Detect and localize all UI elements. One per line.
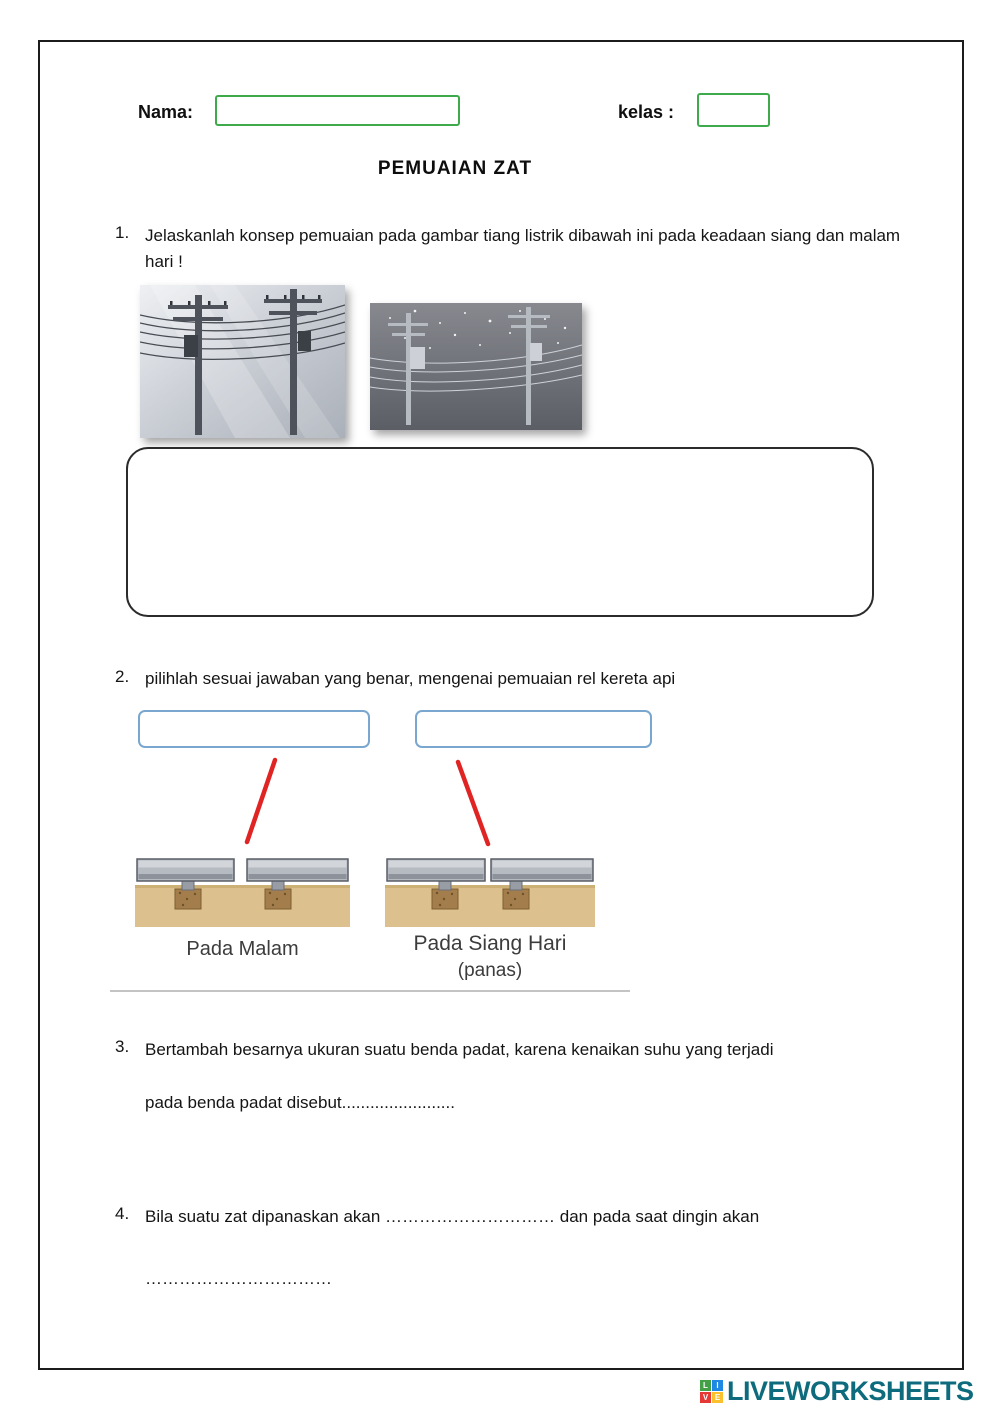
logo-letter-l: L — [700, 1380, 711, 1391]
q2-text: pilihlah sesuai jawaban yang benar, mengenai pemuaian rel kereta api — [145, 669, 676, 688]
rail-day-caption: Pada Siang Hari — [413, 932, 567, 955]
rail-night-caption: Pada Malam — [186, 938, 299, 960]
rail-night-image — [135, 855, 350, 927]
pole-night-image — [370, 303, 582, 430]
brand-text: LIVEWORKSHEETS — [727, 1376, 974, 1406]
q3-number: 3. — [115, 1037, 130, 1056]
liveworksheets-logo[interactable] — [700, 1376, 974, 1407]
rail-day-image — [385, 855, 595, 927]
q2-answer-right[interactable] — [415, 710, 652, 748]
rail-night-illustration — [135, 855, 350, 927]
pole-day-illustration — [140, 285, 345, 438]
section-divider — [110, 990, 630, 992]
rail-day-caption-sub: (panas) — [457, 960, 523, 981]
kelas-label: kelas : — [618, 102, 675, 122]
logo-letter-i: I — [712, 1380, 723, 1391]
q4-text-line2: …………………………… — [145, 1269, 332, 1288]
q1-number: 1. — [115, 223, 130, 242]
logo-letter-v: V — [700, 1392, 711, 1403]
q2-number: 2. — [115, 667, 130, 686]
kelas-input[interactable] — [697, 93, 770, 127]
logo-letter-e: E — [712, 1392, 723, 1403]
q3-text-line1: Bertambah besarnya ukuran suatu benda padat, karena kenaikan suhu yang terjadi — [145, 1040, 774, 1059]
q3-text-line2: pada benda padat disebut........................ — [145, 1093, 455, 1112]
rail-day-illustration — [385, 855, 595, 927]
page-title: PEMUAIAN ZAT — [377, 158, 533, 179]
q1-text: Jelaskanlah konsep pemuaian pada gambar tiang listrik dibawah ini pada keadaan siang dan malam hari ! — [145, 226, 901, 271]
nama-input[interactable] — [215, 95, 460, 126]
q1-answer-box[interactable] — [126, 447, 874, 617]
liveworksheets-icon — [700, 1380, 723, 1403]
q4-text-line1: Bila suatu zat dipanaskan akan ………………………… dan pada saat dingin akan — [145, 1207, 760, 1226]
nama-label: Nama: — [138, 102, 194, 122]
q2-answer-left[interactable] — [138, 710, 370, 748]
q4-number: 4. — [115, 1204, 130, 1223]
pole-day-image — [140, 285, 345, 438]
pole-night-illustration — [370, 303, 582, 430]
